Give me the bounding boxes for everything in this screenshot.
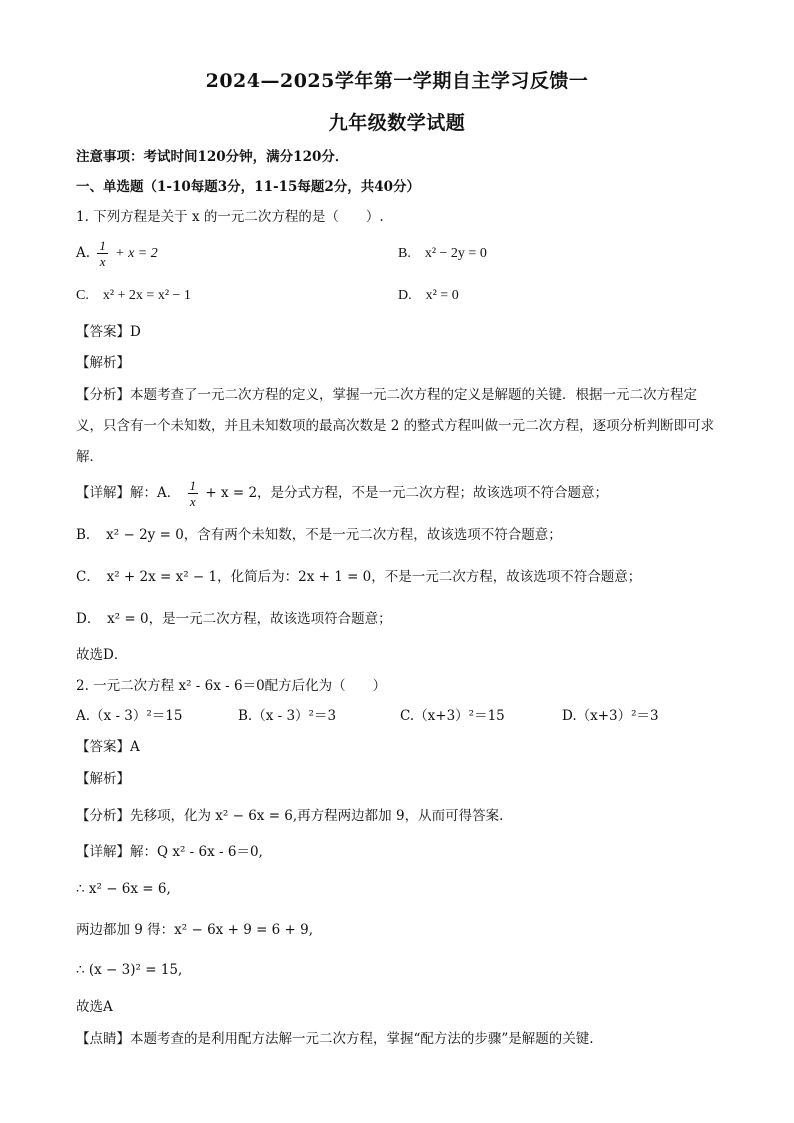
q2-detail-2: ∴ x² − 6x = 6,: [76, 881, 171, 897]
q1-detail-a: [76, 478, 608, 509]
q1-option-b: B. x² − 2y = 0: [398, 246, 487, 261]
question-1-stem: 1. 下列方程是关于 x 的一元二次方程的是（ ）.: [76, 209, 384, 225]
q2-answer: 【答案】A: [76, 739, 140, 755]
q2-detail-1: 【详解】解：Q x² - 6x - 6＝0,: [76, 844, 263, 860]
q2-detail-3: 两边都加 9 得：x² − 6x + 9 = 6 + 9,: [76, 922, 314, 938]
q1-analysis: 【分析】本题考查了一元二次方程的定义，掌握一元二次方程的定义是解题的关键．根据一元二次方程定义，只含有一个未知数，并且未知数项的最高次数是 2 的整式方程叫做一元二次方程，逐项分析判断即可求解．: [76, 387, 715, 465]
q2-option-d: D.（x+3）²＝3: [562, 708, 659, 724]
section-heading: 一、单选题（1-10每题3分，11-15每题2分，共40分）: [76, 179, 421, 195]
question-2-stem: 2. 一元二次方程 x² - 6x - 6＝0配方后化为（ ）: [76, 678, 387, 694]
q1-answer: 【答案】D: [76, 324, 141, 340]
q1-option-a-denominator: x: [99, 254, 106, 269]
q1-option-a-expression: + x = 2: [115, 246, 158, 261]
q1-detail-a-denominator: x: [189, 494, 196, 509]
q1-option-a-fraction: [97, 238, 108, 269]
q1-detail-a-prefix: 【详解】解：A．: [76, 485, 181, 501]
page-subtitle: 九年级数学试题: [328, 112, 466, 134]
q1-detail-c: C． x² + 2x = x² − 1，化简后为：2x + 1 = 0，不是一元二次方程，故该选项不符合题意；: [76, 569, 642, 585]
q2-option-c: C.（x+3）²＝15: [400, 708, 505, 724]
q1-detail-a-text: + x = 2，是分式方程，不是一元二次方程；故该选项不符合题意；: [205, 485, 609, 501]
page-title: 2024—2025学年第一学期自主学习反馈一: [205, 70, 589, 92]
q1-detail-a-numerator: 1: [189, 478, 197, 493]
q1-option-a-label: A.: [76, 245, 91, 261]
q2-analysis: 【分析】先移项，化为 x² − 6x = 6,再方程两边都加 9，从而可得答案.: [76, 808, 504, 824]
q1-detail-d: D． x² = 0，是一元二次方程，故该选项符合题意；: [76, 611, 392, 627]
q1-detail-a-fraction: [188, 478, 199, 509]
q2-conclusion: 故选A: [76, 999, 113, 1015]
q1-option-a-numerator: 1: [99, 238, 106, 253]
q2-comment: 【点睛】本题考查的是利用配方法解一元二次方程，掌握“配方法的步骤”是解题的关键.: [76, 1031, 594, 1047]
q1-option-d: D. x² = 0: [398, 288, 459, 303]
q1-conclusion: 故选D．: [76, 647, 128, 663]
q2-option-a: A.（x - 3）²＝15: [76, 708, 183, 724]
q2-option-b: B.（x - 3）²＝3: [238, 708, 337, 724]
q1-analysis-heading: 【解析】: [76, 355, 130, 371]
exam-notice: 注意事项：考试时间120分钟，满分120分．: [76, 149, 349, 165]
q1-option-c: C. x² + 2x = x² − 1: [76, 288, 191, 303]
q1-option-a: [76, 238, 158, 269]
q2-detail-4: ∴ (x − 3)² = 15,: [76, 962, 183, 978]
q1-detail-b: B． x² − 2y = 0，含有两个未知数，不是一元二次方程，故该选项不符合题意；: [76, 527, 562, 543]
q2-analysis-heading: 【解析】: [76, 771, 130, 787]
